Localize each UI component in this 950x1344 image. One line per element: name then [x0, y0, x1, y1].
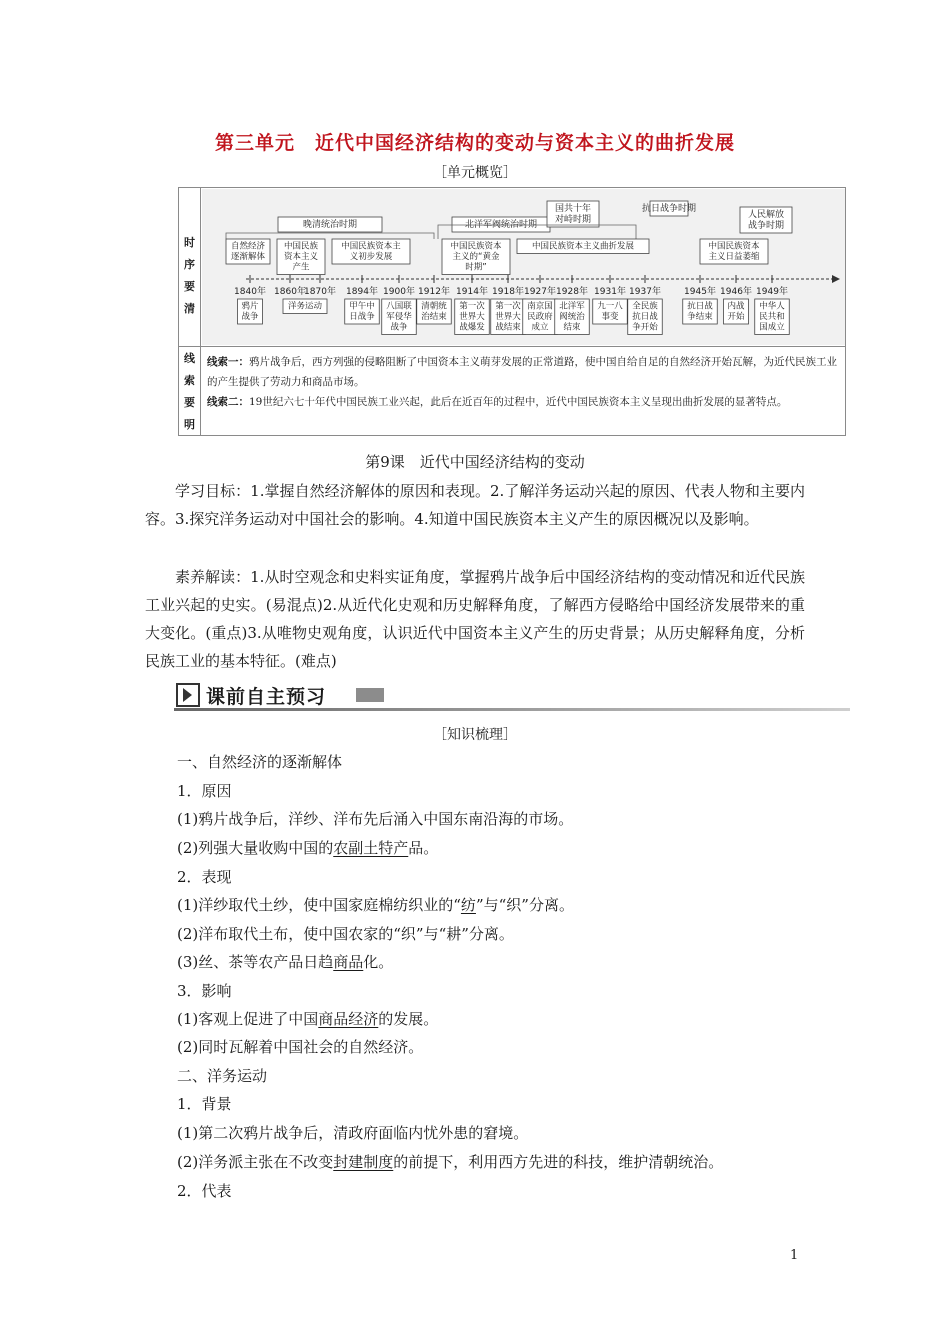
- event-label: 世界大: [459, 312, 485, 322]
- line-text: (1)客观上促进了中国: [177, 1010, 319, 1028]
- event-label: 北洋军: [559, 301, 585, 312]
- event-label: 日战争: [349, 312, 375, 322]
- period-label: 抗日战争时期: [641, 204, 697, 214]
- event-label: 事变: [601, 312, 619, 322]
- timeline-chart: [202, 189, 845, 345]
- phase-label: 中国民族资本: [450, 241, 502, 252]
- line-text: 1．原因: [177, 782, 232, 800]
- year-label: 1860年: [274, 287, 306, 297]
- line-text: 一、自然经济的逐渐解体: [177, 753, 343, 771]
- event-label: 民政府: [527, 312, 553, 322]
- event-label: 成立: [531, 322, 549, 333]
- event-label: 中华人: [759, 301, 785, 312]
- event-label: 争结束: [687, 312, 713, 322]
- knowledge-line: [177, 1151, 723, 1172]
- period-label: 北洋军阀统治时期: [464, 220, 538, 230]
- event-label: 战争: [390, 322, 408, 333]
- side-char: 要: [184, 396, 195, 409]
- line-text: (1)洋纱取代土纱，使中国家庭棉纺织业的“: [177, 896, 461, 914]
- knowledge-line: [177, 1093, 232, 1114]
- event-label: 甲午中: [349, 301, 375, 312]
- phase-label: 中国民族资本: [708, 241, 760, 252]
- period-label: 人民解放: [747, 210, 785, 220]
- phase-label: 中国民族资本主义曲折发展: [531, 241, 635, 252]
- lesson-title: 第9课 近代中国经济结构的变动: [365, 453, 585, 471]
- underlined-answer: 封建制度: [333, 1153, 394, 1171]
- event-label: 第一次: [495, 301, 521, 312]
- unit-timeline: [178, 187, 846, 436]
- line-text: 2．表现: [177, 868, 232, 886]
- side-char: 线: [184, 352, 195, 365]
- line-text: (1)鸦片战争后，洋纱、洋布先后涌入中国东南沿海的市场。: [177, 810, 574, 828]
- banner-rule: [174, 708, 850, 711]
- side-label-clues: [179, 346, 201, 435]
- phase-label: 时期”: [465, 262, 487, 273]
- event-label: 八国联: [386, 301, 412, 312]
- knowledge-line: [177, 1036, 423, 1057]
- knowledge-line: [177, 751, 342, 772]
- knowledge-line: [177, 866, 232, 887]
- phase-label: 自然经济: [230, 241, 266, 252]
- period-label: 战争时期: [747, 221, 785, 231]
- arrow-box-icon: [176, 683, 200, 707]
- event-label: 内战: [727, 301, 745, 312]
- side-char: 要: [184, 280, 195, 293]
- year-label: 1914年: [456, 287, 488, 297]
- knowledge-line: [177, 1008, 438, 1029]
- line-text: (3)丝、茶等农产品日趋: [177, 953, 334, 971]
- year-label: 1912年: [418, 287, 450, 297]
- line-text: (2)洋布取代土布，使中国农家的“织”与“耕”分离。: [177, 925, 514, 943]
- year-label: 1945年: [684, 287, 716, 297]
- knowledge-line: [177, 837, 438, 858]
- learning-goals: 学习目标：1.掌握自然经济解体的原因和表现。2.了解洋务运动兴起的原因、代表人物和主要内容。3.探究洋务运动对中国社会的影响。4.知道中国民族资本主义产生的原因概况以及影响。: [145, 482, 805, 528]
- year-label: 1928年: [556, 287, 588, 297]
- unit-title: 第三单元 近代中国经济结构的变动与资本主义的曲折发展: [214, 132, 735, 154]
- line-text: (2)洋务派主张在不改变: [177, 1153, 334, 1171]
- knowledge-line: [177, 1180, 232, 1201]
- knowledge-line: [177, 1065, 267, 1086]
- event-label: 阀统治: [559, 312, 585, 322]
- phase-label: 中国民族资本主: [341, 241, 401, 252]
- clue-one-text: 鸦片战争后，西方列强的侵略阻断了中国资本主义萌芽发展的正常道路，使中国自给自足的自然经济开始瓦解，为近代民族工业的产生提供了劳动力和商品市场。: [207, 356, 837, 388]
- line-text: 品。: [408, 839, 439, 857]
- side-char: 时: [184, 236, 195, 249]
- phase-label: 产生: [292, 262, 310, 273]
- overview-label: ［单元概览］: [433, 165, 517, 181]
- axis-arrow-icon: [832, 275, 840, 283]
- knowledge-label: ［知识梳理］: [433, 727, 517, 743]
- phase-label: 义初步发展: [349, 252, 393, 262]
- event-label: 抗日战: [687, 301, 713, 312]
- event-label: 战争: [241, 312, 259, 322]
- knowledge-line: [177, 951, 393, 972]
- event-label: 战结束: [495, 322, 521, 333]
- clues-block: [207, 352, 839, 412]
- event-label: 抗日战: [632, 312, 658, 322]
- year-label: 1931年: [594, 287, 626, 297]
- year-label: 1870年: [304, 287, 336, 297]
- line-text: ”与“织”分离。: [475, 896, 574, 914]
- knowledge-line: [177, 780, 232, 801]
- knowledge-line: [177, 808, 573, 829]
- line-text: 化。: [363, 953, 394, 971]
- banner-title: 课前自主预习: [206, 686, 327, 708]
- event-label: 清朝统: [421, 301, 447, 312]
- section-banner: [174, 680, 850, 712]
- underlined-answer: 商品经济: [318, 1010, 379, 1028]
- event-label: 世界大: [495, 312, 521, 322]
- literacy-interpretation: 素养解读：1.从时空观念和史料实证角度，掌握鸦片战争后中国经济结构的变动情况和近代民族工业兴起的史实。(易混点)2.从近代化史观和历史解释角度，了解西方侵略给中国经济发展带来的重大变化。(重点)3.从唯物史观角度，认识近代中国资本主义产生的历史背景；从历史解释角度，分析民族工业的基本特征。(难点): [145, 568, 805, 670]
- line-text: 的发展。: [378, 1010, 439, 1028]
- year-label: 1937年: [629, 287, 661, 297]
- knowledge-line: [177, 980, 232, 1001]
- period-label: 国共十年: [554, 204, 592, 214]
- period-bracket: [226, 233, 434, 239]
- clue-two: [207, 392, 839, 412]
- event-label: 南京国: [527, 301, 553, 312]
- phase-label: 逐渐解体: [230, 252, 266, 262]
- year-label: 1894年: [346, 287, 378, 297]
- clue-one: [207, 352, 839, 392]
- line-text: 1．背景: [177, 1095, 232, 1113]
- side-char: 索: [184, 374, 195, 387]
- year-label: 1927年: [524, 287, 556, 297]
- underlined-answer: 纺: [460, 896, 476, 914]
- line-text: (1)第二次鸦片战争后，清政府面临内忧外患的窘境。: [177, 1124, 529, 1142]
- year-label: 1949年: [756, 287, 788, 297]
- event-label: 第一次: [459, 301, 485, 312]
- period-label: 对峙时期: [554, 215, 592, 225]
- line-text: (2)列强大量收购中国的: [177, 839, 334, 857]
- page-number: 1: [790, 1248, 799, 1263]
- clue-two-label: 线索二：: [207, 396, 249, 408]
- side-char: 明: [184, 418, 195, 431]
- underlined-answer: 商品: [333, 953, 364, 971]
- knowledge-line: [177, 894, 574, 915]
- event-label: 开始: [727, 312, 745, 322]
- event-label: 鸦片: [241, 301, 259, 312]
- event-label: 九一八: [597, 301, 623, 312]
- side-char: 清: [184, 302, 195, 315]
- year-label: 1946年: [720, 287, 752, 297]
- event-label: 军侵华: [386, 312, 412, 322]
- event-label: 结束: [563, 322, 581, 333]
- clue-two-text: 19世纪六七十年代中国民族工业兴起，此后在近百年的过程中，近代中国民族资本主义呈现出曲折发展的显著特点。: [249, 396, 788, 408]
- knowledge-line: [177, 923, 514, 944]
- side-char: 序: [184, 258, 195, 271]
- phase-label: 资本主义: [283, 252, 319, 262]
- event-label: 争开始: [632, 322, 658, 333]
- phase-label: 主义日益萎缩: [708, 252, 760, 262]
- side-label-time: [179, 188, 201, 346]
- period-label: 晚清统治时期: [302, 220, 358, 230]
- year-label: 1918年: [492, 287, 524, 297]
- line-text: 3．影响: [177, 982, 232, 1000]
- event-label: 民共和: [759, 312, 785, 322]
- event-label: 国成立: [759, 322, 785, 333]
- line-text: (2)同时瓦解着中国社会的自然经济。: [177, 1038, 424, 1056]
- line-text: 2．代表: [177, 1182, 232, 1200]
- knowledge-line: [177, 1122, 528, 1143]
- event-label: 治结束: [421, 312, 447, 322]
- event-label: 洋务运动: [287, 301, 323, 312]
- year-label: 1900年: [383, 287, 415, 297]
- timeline-separator: [179, 346, 845, 347]
- line-text: 的前提下，利用西方先进的科技，维护清朝统治。: [393, 1153, 724, 1171]
- event-label: 全民族: [632, 301, 658, 312]
- banner-block: [356, 688, 384, 702]
- clue-one-label: 线索一：: [207, 356, 249, 368]
- year-label: 1840年: [234, 287, 266, 297]
- line-text: 二、洋务运动: [177, 1067, 268, 1085]
- underlined-answer: 农副土特产: [333, 839, 409, 857]
- phase-label: 中国民族: [283, 241, 319, 252]
- phase-label: 主义的“黄金: [452, 252, 500, 262]
- event-label: 战爆发: [459, 322, 485, 333]
